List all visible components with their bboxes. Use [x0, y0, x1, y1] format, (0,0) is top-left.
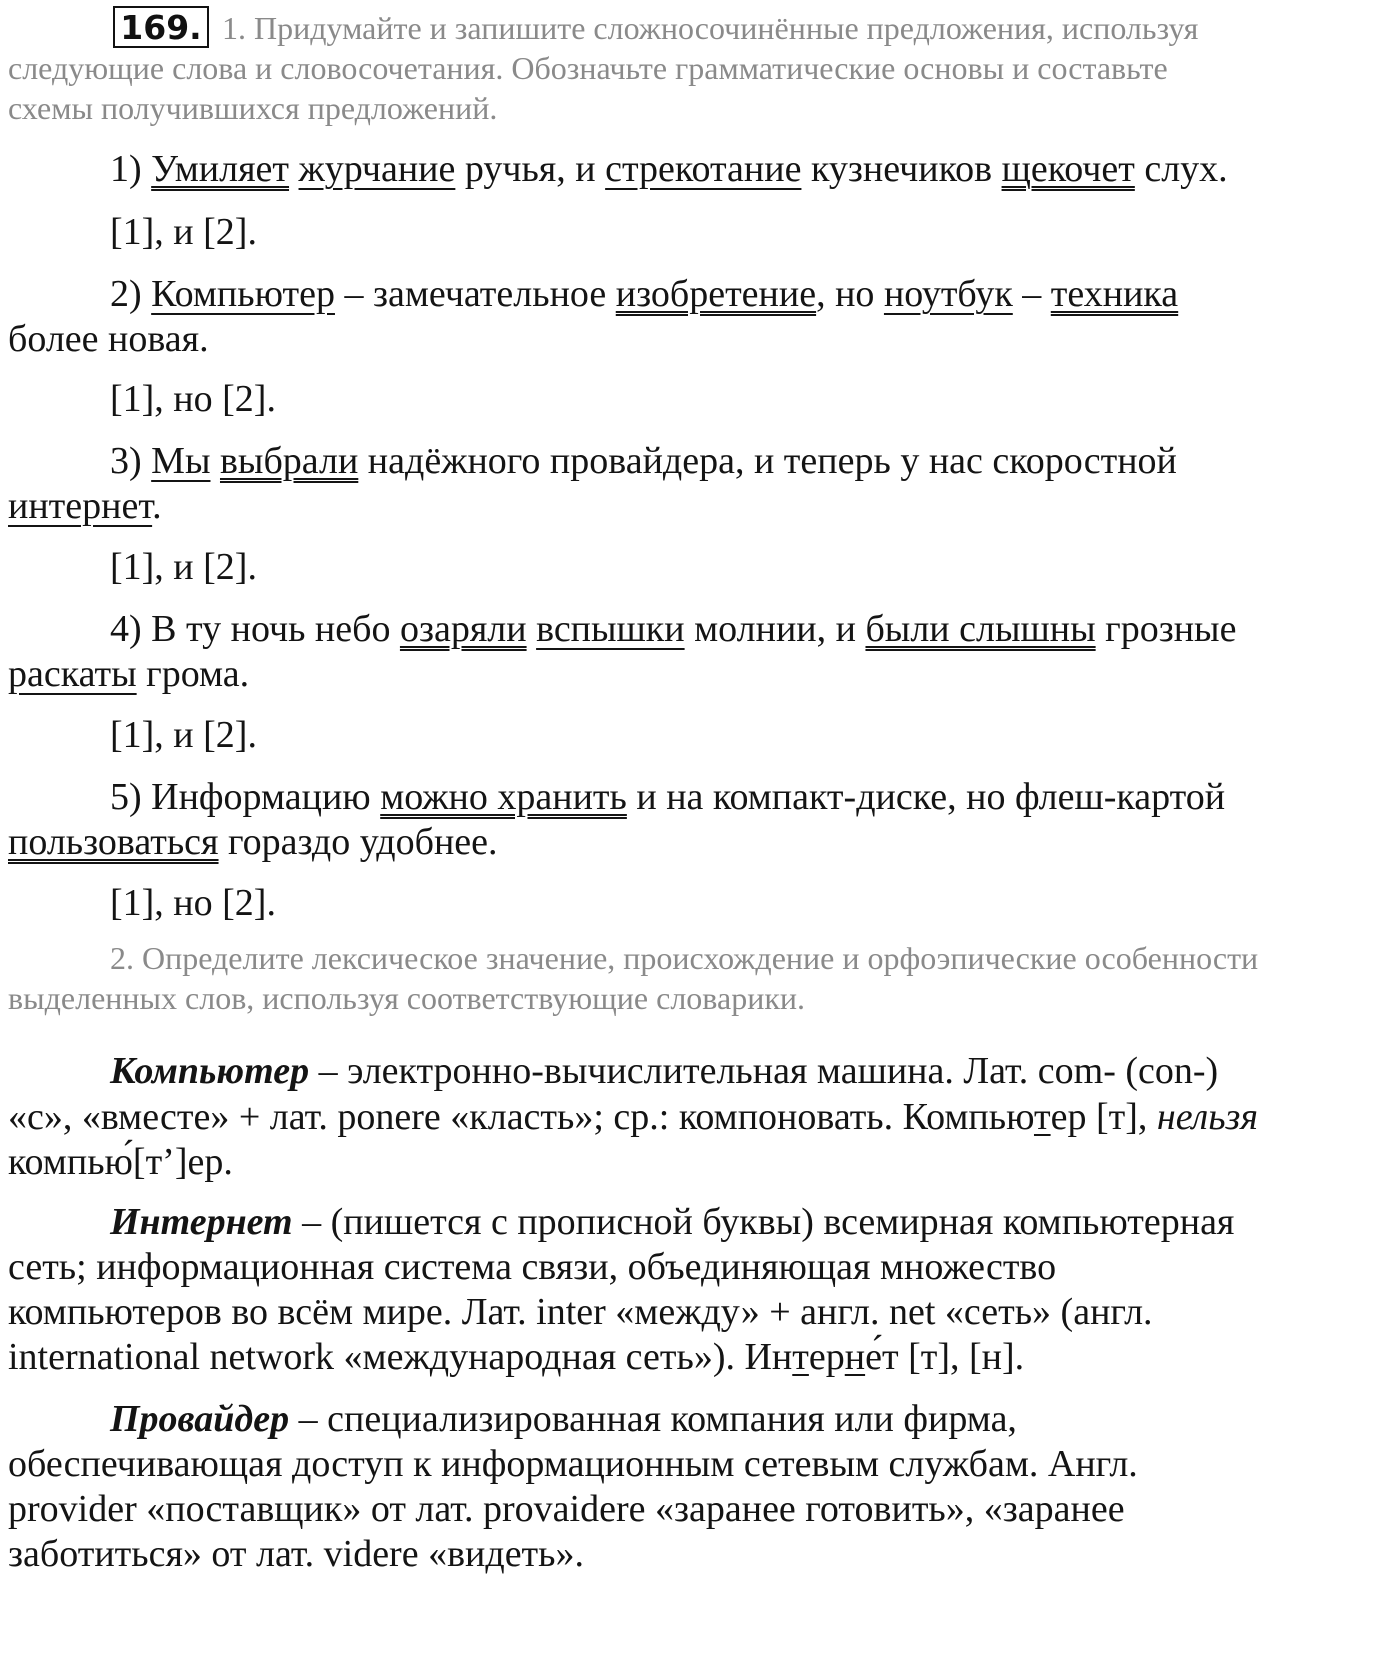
sentence-2-cont: более новая.: [8, 318, 209, 360]
predicate: пользоваться: [8, 821, 219, 863]
predicate: изобретение: [615, 273, 817, 315]
subject: ноутбук: [883, 273, 1013, 315]
sentence-3-cont: [8, 487, 162, 525]
sentence-1: [110, 150, 1228, 188]
definition-text: е́т [т], [н].: [865, 1336, 1025, 1378]
predicate: щекочет: [1001, 148, 1135, 190]
scheme-2: [1], но [2].: [110, 378, 276, 420]
definition-internet: [110, 1203, 1234, 1241]
sentence-text: гораздо удобнее.: [228, 821, 498, 863]
definition-computer-line2: [8, 1098, 1258, 1136]
sentence-text: и на компакт-диске, но флеш-картой: [636, 776, 1226, 818]
sentence-text: Информацию: [151, 776, 371, 818]
sentence-2: [110, 275, 1178, 313]
sentence-text: кузнечиков: [810, 148, 993, 190]
definition-internet-line2: сеть; информационная система связи, объединяющая множество: [8, 1246, 1057, 1288]
subject: Компьютер: [151, 273, 335, 315]
subject: вспышки: [536, 608, 685, 650]
predicate: выбрали: [219, 440, 359, 482]
definition-text: – специализированная компания или фирма,: [298, 1398, 1017, 1440]
definition-provider: [110, 1400, 1017, 1438]
sentence-number: 5): [110, 776, 142, 818]
scheme-5: [1], но [2].: [110, 882, 276, 924]
definition-provider-line3: provider «поставщик» от лат. provaidere «заранее готовить», «заранее: [8, 1488, 1125, 1530]
marked-letter: т: [1033, 1096, 1051, 1138]
predicate: были слышны: [865, 608, 1096, 650]
subject: раскаты: [8, 653, 137, 695]
sentence-number: 2): [110, 273, 142, 315]
predicate: техника: [1050, 273, 1179, 315]
definition-internet-line4: [8, 1338, 1024, 1376]
sentence-text: слух.: [1144, 148, 1228, 190]
sentence-number: 1): [110, 148, 142, 190]
task2-line1: 2. Определите лексическое значение, происхождение и орфоэпические особенности: [110, 940, 1259, 976]
sentence-number: 3): [110, 440, 142, 482]
sentence-text: молнии, и: [694, 608, 856, 650]
predicate: озаряли: [399, 608, 527, 650]
definition-provider-line2: обеспечивающая доступ к информационным сетевым службам. Англ.: [8, 1443, 1138, 1485]
definition-text: ер: [808, 1336, 845, 1378]
definition-term: Компьютер: [110, 1050, 310, 1092]
sentence-text: грома.: [146, 653, 250, 695]
predicate: Умиляет: [151, 148, 290, 190]
marked-letter: т: [792, 1336, 809, 1378]
predicate: можно хранить: [380, 776, 627, 818]
definition-internet-line3: компьютеров во всём мире. Лат. inter «между» + англ. net «сеть» (англ.: [8, 1291, 1153, 1333]
subject: Мы: [151, 440, 211, 482]
definition-term: Интернет: [110, 1201, 293, 1243]
sentence-text: ручья, и: [464, 148, 596, 190]
sentence-number: 4): [110, 608, 142, 650]
definition-text: – (пишется с прописной буквы) всемирная компьютерная: [302, 1201, 1235, 1243]
task1-line2: следующие слова и словосочетания. Обозначьте грамматические основы и составьте: [8, 50, 1168, 86]
definition-text: «с», «вместе» + лат. ponere «класть»; ср.: компоновать. Компью: [8, 1096, 1034, 1138]
sentence-text: В ту ночь небо: [151, 608, 391, 650]
sentence-text: –: [1022, 273, 1042, 315]
subject: стрекотание: [605, 148, 802, 190]
sentence-5-cont: [8, 823, 498, 861]
definition-text: international network «международная сеть»). Ин: [8, 1336, 793, 1378]
sentence-text: – замечательное: [344, 273, 607, 315]
sentence-5: [110, 778, 1225, 816]
sentence-3: [110, 442, 1177, 480]
definition-term: Провайдер: [110, 1398, 290, 1440]
sentence-4-cont: [8, 655, 249, 693]
definition-provider-line4: заботиться» от лат. videre «видеть».: [8, 1533, 584, 1575]
exercise-number: 169.: [113, 6, 209, 48]
scheme-4: [1], и [2].: [110, 714, 257, 756]
definition-note: нельзя: [1156, 1096, 1258, 1138]
scheme-1: [1], и [2].: [110, 211, 257, 253]
sentence-text: грозные: [1105, 608, 1237, 650]
definition-computer: [110, 1052, 1218, 1090]
scheme-3: [1], и [2].: [110, 546, 257, 588]
sentence-text: , но: [816, 273, 875, 315]
definition-text: ер [т],: [1050, 1096, 1148, 1138]
subject: интернет: [8, 485, 153, 527]
definition-text: – электронно-вычислительная машина. Лат. com- (con-): [318, 1050, 1219, 1092]
sentence-text: надёжного провайдера, и теперь у нас скоростной: [367, 440, 1177, 482]
marked-letter: н: [844, 1336, 866, 1378]
sentence-4: [110, 610, 1236, 648]
task1-line1: 1. Придумайте и запишите сложносочинённые предложения, используя: [222, 10, 1199, 46]
subject: журчание: [298, 148, 456, 190]
task1-line3: схемы получившихся предложений.: [8, 90, 498, 126]
definition-computer-line3: компью́[т’]ер.: [8, 1141, 233, 1183]
sentence-text: .: [152, 485, 162, 527]
task2-line2: выделенных слов, используя соответствующие словарики.: [8, 980, 805, 1016]
